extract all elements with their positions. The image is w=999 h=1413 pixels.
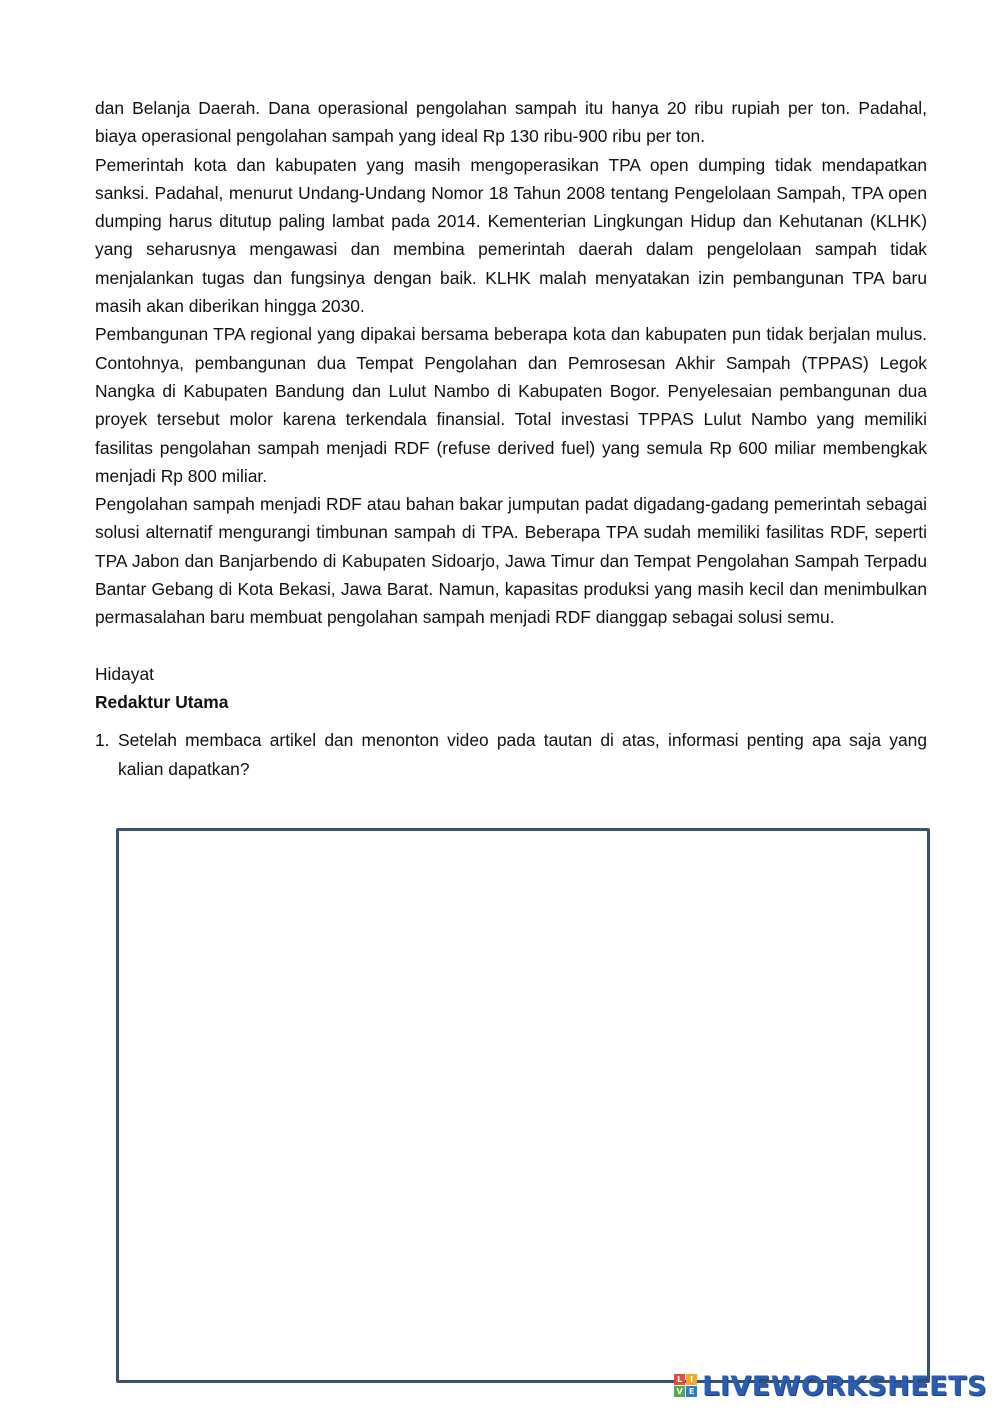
logo-letter-i: I [686, 1374, 697, 1385]
spacer [95, 632, 927, 660]
question-text: Setelah membaca artikel dan menonton video pada tautan di atas, informasi penting apa saja yang kalian dapatkan? [118, 730, 927, 779]
answer-textbox[interactable] [116, 828, 930, 1383]
question-number: 1. [95, 730, 110, 751]
liveworksheets-brand [674, 1369, 987, 1403]
signature-title: Redaktur Utama [95, 691, 229, 712]
logo-letter-l: L [674, 1374, 685, 1385]
liveworksheets-wordmark: LIVEWORKSHEETS [702, 1370, 987, 1402]
article-paragraph-2: Pemerintah kota dan kabupaten yang masih mengoperasikan TPA open dumping tidak mendapatkan sanksi. Padahal, menurut Undang-Undang Nomor 18 Tahun 2008 tentang Pengelolaan Sampah, TPA open dumping harus ditutup paling lambat pada 2014. Kementerian Lingkungan Hidup dan Kehutanan (KLHK) yang seharusnya mengawasi dan membina pemerintah daerah dalam pengelolaan sampah tidak menjalankan tugas dan fungsinya dengan baik. KLHK malah menyatakan izin pembangunan TPA baru masih akan diberikan hingga 2030. [95, 154, 927, 317]
article-paragraph-1: dan Belanja Daerah. Dana operasional pengolahan sampah itu hanya 20 ribu rupiah per ton. Padahal, biaya operasional pengolahan sampah yang ideal Rp 130 ribu-900 ribu per ton. [95, 98, 927, 147]
logo-letter-e: E [686, 1386, 697, 1397]
signature-name: Hidayat [95, 663, 154, 684]
article-paragraph-3: Pembangunan TPA regional yang dipakai bersama beberapa kota dan kabupaten pun tidak berjalan mulus. Contohnya, pembangunan dua Tempat Pengolahan dan Pemrosesan Akhir Sampah (TPPAS) Legok Nangka di Kabupaten Bandung dan Lulut Nambo di Kabupaten Bogor. Penyelesaian pembangunan dua proyek tersebut molor karena terkendala finansial. Total investasi TPPAS Lulut Nambo yang memiliki fasilitas pengolahan sampah menjadi RDF (refuse derived fuel) yang semula Rp 600 miliar membengkak menjadi Rp 800 miliar. [95, 324, 927, 486]
article-body [95, 94, 927, 783]
liveworksheets-logo-icon [674, 1374, 698, 1398]
logo-letter-v: V [674, 1386, 685, 1397]
question-1 [95, 726, 927, 783]
article-paragraph-4: Pengolahan sampah menjadi RDF atau bahan bakar jumputan padat digadang-gadang pemerintah sebagai solusi alternatif mengurangi timbunan sampah di TPA. Beberapa TPA sudah memiliki fasilitas RDF, seperti TPA Jabon dan Banjarbendo di Kabupaten Sidoarjo, Jawa Timur dan Tempat Pengolahan Sampah Terpadu Bantar Gebang di Kota Bekasi, Jawa Barat. Namun, kapasitas produksi yang masih kecil dan menimbulkan permasalahan baru membuat pengolahan sampah menjadi RDF dianggap sebagai solusi semu. [95, 494, 927, 628]
